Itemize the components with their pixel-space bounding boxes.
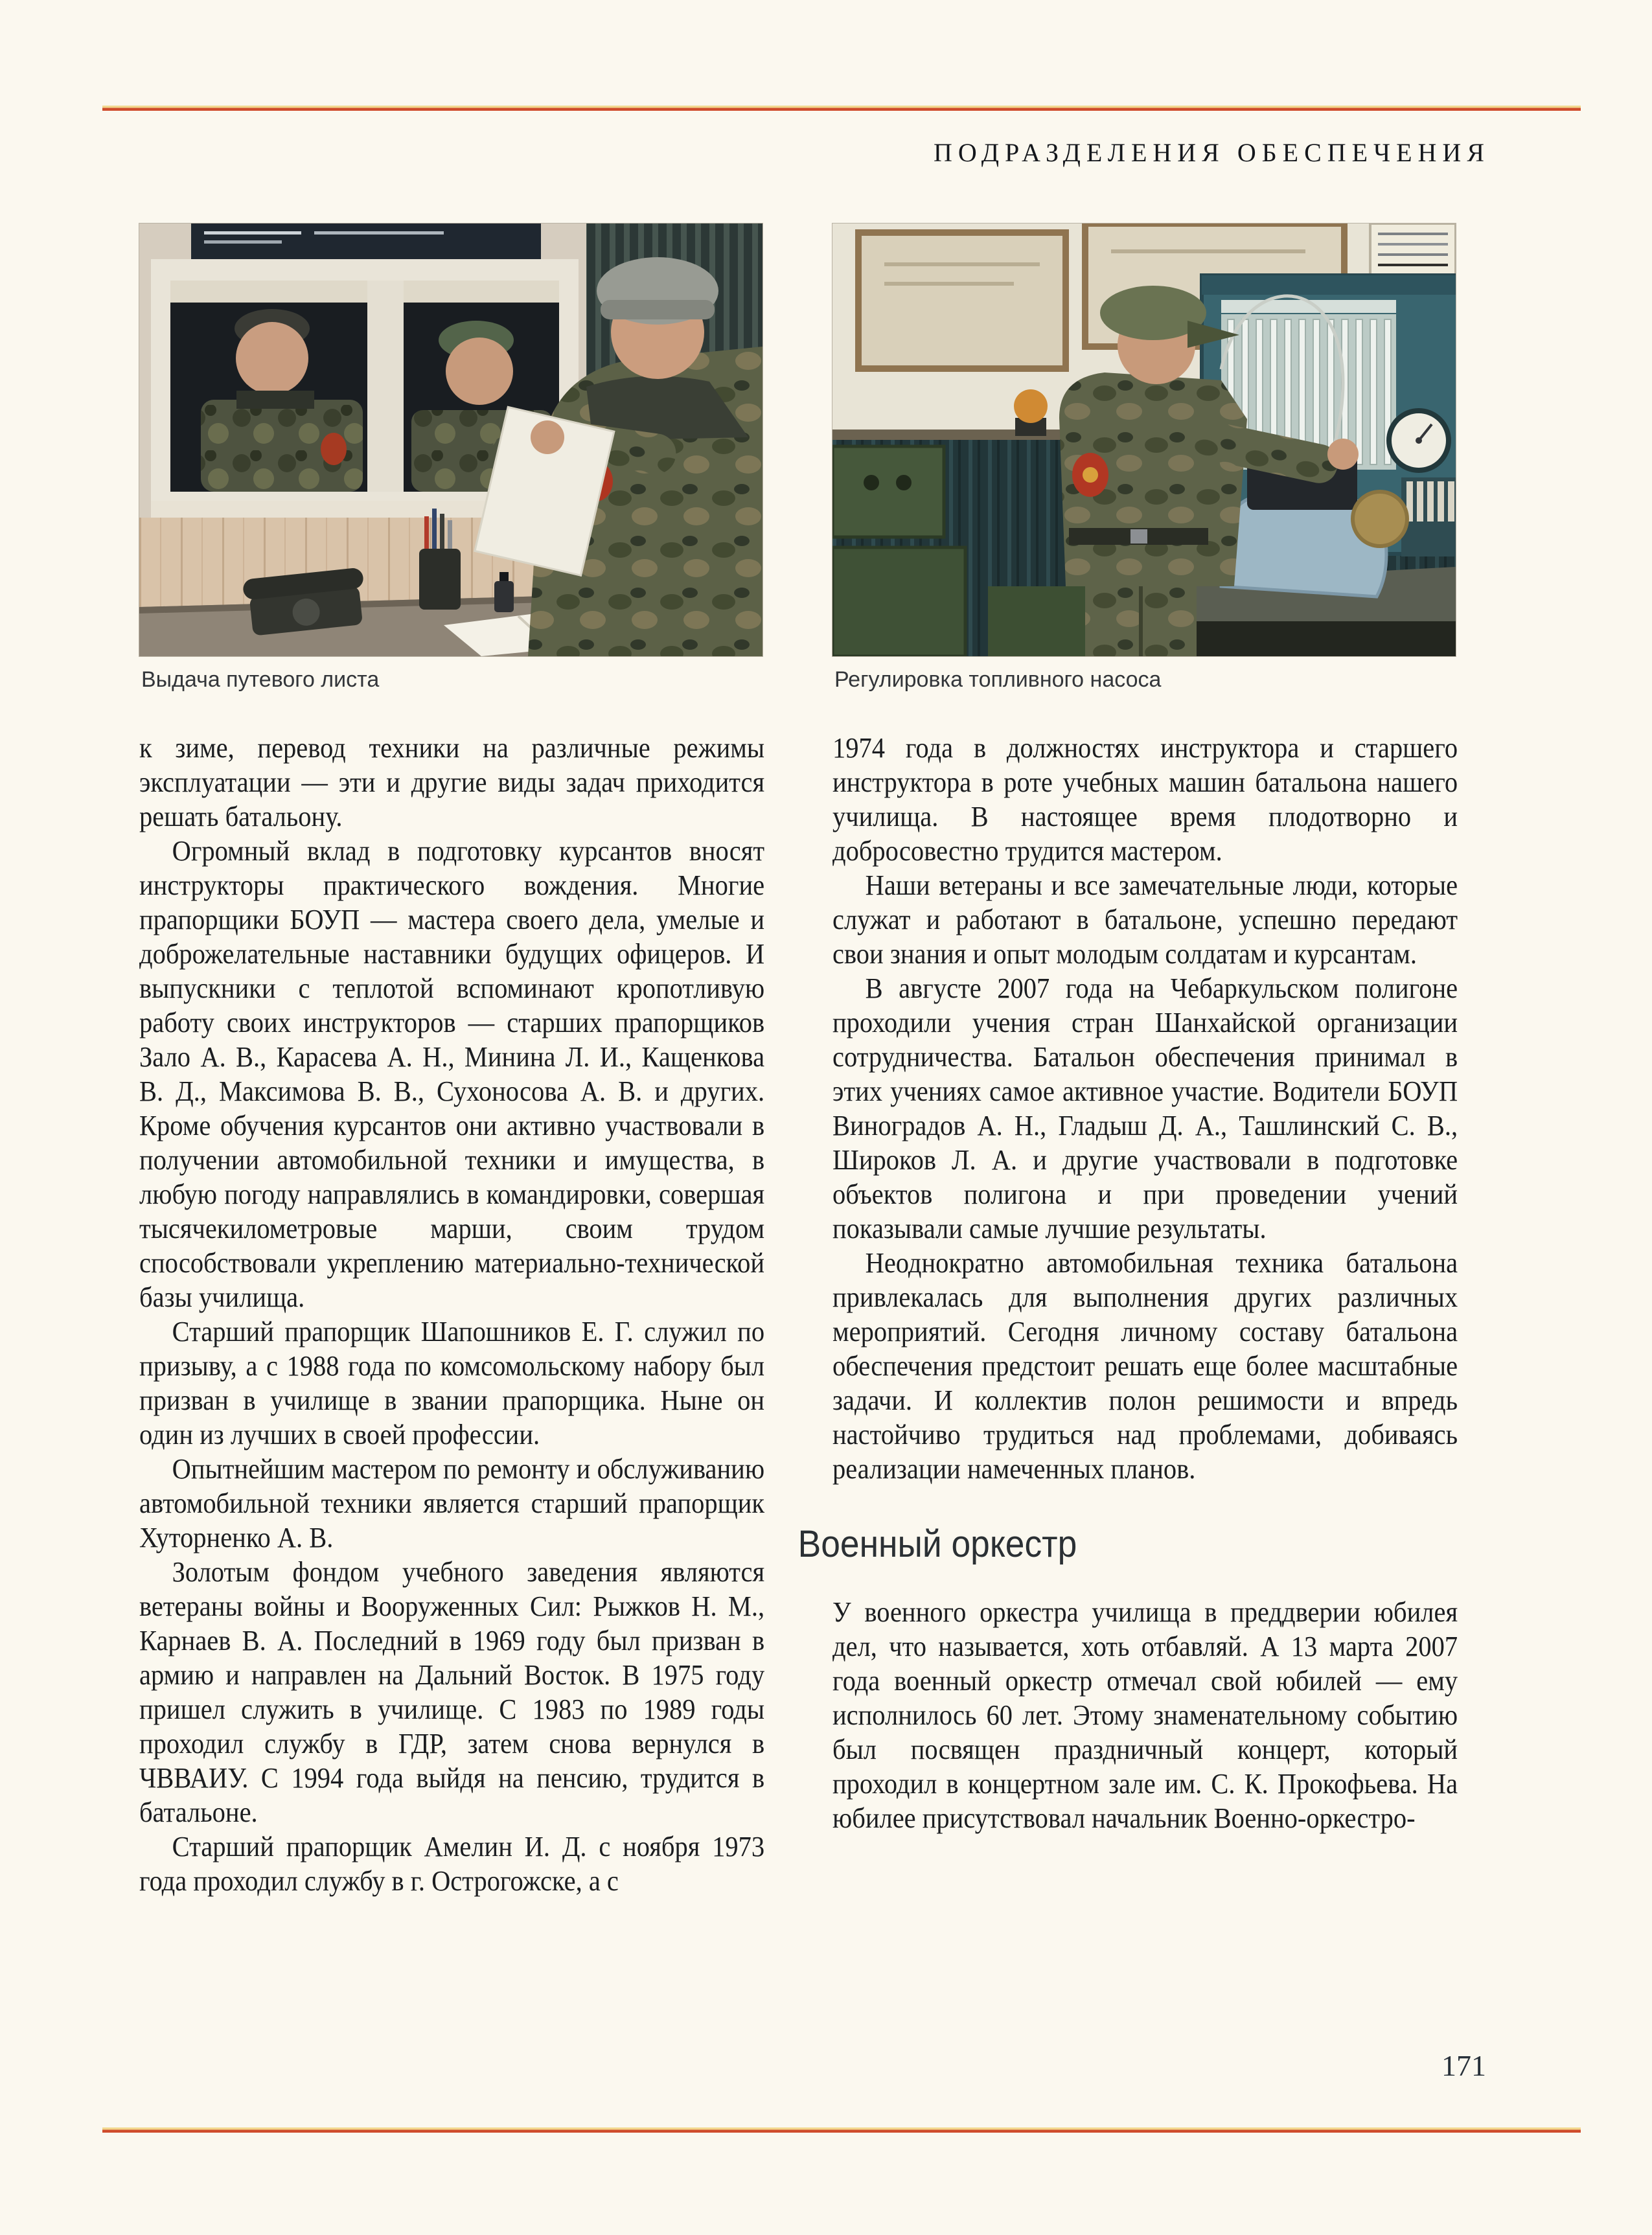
section-heading-military-band: Военный оркестр xyxy=(797,1523,1077,1565)
page-number: 171 xyxy=(1441,2049,1486,2082)
paragraph: 1974 года в должностях инструктора и старшего инструктора в роте учебных машин батальона нашего училища. В настоящее время плодотворно и добросовестно трудится мастером. xyxy=(832,732,1458,867)
paragraph: Неоднократно автомобильная техника батальона привлекалась для выполнения других различных мероприятий. Сегодня личному составу батальона обеспечения предстоит решать еще более масштабные задачи. И коллектив полон решимости и впредь настойчиво трудиться над проблемами, добиваясь реализации намеченных планов. xyxy=(832,1247,1458,1485)
photo-waybill-issue xyxy=(139,224,763,656)
caption-fuel-pump-adjustment: Регулировка топливного насоса xyxy=(834,667,1162,692)
paragraph: У военного оркестра училища в преддверии юбилея дел, что называется, хоть отбавляй. А 13 марта 2007 года военный оркестр отмечал свой юбилей — ему исполнилось 60 лет. Этому знаменательному событию был посвящен праздничный концерт, который проходил в концертном зале им. С. К. Прокофьева. На юбилее присутствовал начальник Военно-оркестро- xyxy=(832,1596,1458,1834)
paragraph: Золотым фондом учебного заведения являются ветераны войны и Вооруженных Сил: Рыжков Н. М., Карнаев В. А. Последний в 1969 году был призван в армию и направлен на Дальний Восток. В 1975 году пришел служить в училище. С 1983 по 1989 годы проходил службу в ГДР, затем снова вернулся в ЧВВАИУ. С 1994 года выйдя на пенсию, трудится в батальоне. xyxy=(139,1556,765,1828)
paragraph: к зиме, перевод техники на различные режимы эксплуатации — эти и другие виды задач приходится решать батальону. xyxy=(139,732,765,832)
top-accent-rule xyxy=(102,106,1581,111)
paragraph: Наши ветераны и все замечательные люди, которые служат и работают в батальоне, успешно передают свои знания и опыт молодым солдатам и курсантам. xyxy=(832,869,1458,970)
text-column-right xyxy=(797,731,1458,1835)
text-column-left xyxy=(139,731,764,1898)
running-head: ПОДРАЗДЕЛЕНИЯ ОБЕСПЕЧЕНИЯ xyxy=(933,138,1490,167)
paragraph: Старший прапорщик Шапошников Е. Г. служил по призыву, а с 1988 года по комсомольскому набору был призван в училище в звании прапорщика. Ныне он один из лучших в своей профессии. xyxy=(139,1316,765,1450)
photo-fuel-pump-adjustment xyxy=(832,224,1456,656)
paragraph: Огромный вклад в подготовку курсантов вносят инструкторы практического вождения. Многие прапорщики БОУП — мастера своего дела, умелые и доброжелательные наставники будущих офицеров. И выпускники с теплотой вспоминают кропотливую работу своих инструкторов — старших прапорщиков Зало А. В., Карасева А. Н., Минина Л. И., Кащенкова В. Д., Максимова В. В., Сухоносова А. В. и других. Кроме обучения курсантов они активно участвовали в получении автомобильной техники и имущества, в любую погоду направлялись в командировки, совершая тысячекилометровые марши, своим трудом способствовали укреплению материально-технической базы училища. xyxy=(139,835,765,1313)
photo-waybill-illustration xyxy=(139,224,763,656)
bottom-accent-rule xyxy=(102,2127,1581,2133)
paragraph: Опытнейшим мастером по ремонту и обслуживанию автомобильной техники является старший прапорщик Хуторненко А. В. xyxy=(139,1453,765,1553)
paragraph: Старший прапорщик Амелин И. Д. с ноября 1973 года проходил службу в г. Острогожске, а с xyxy=(139,1831,765,1897)
photo-fuel-pump-illustration xyxy=(832,224,1456,656)
paragraph: В августе 2007 года на Чебаркульском полигоне проходили учения стран Шанхайской организации сотрудничества. Батальон обеспечения принимал в этих учениях самое активное участие. Водители БОУП Виноградов А. Н., Гладыш Д. А., Ташлинский С. В., Широков Л. А. и другие участвовали в подготовке объектов полигона и при проведении учений показывали самые лучшие результаты. xyxy=(832,972,1458,1244)
caption-waybill-issue: Выдача путевого листа xyxy=(141,667,380,692)
